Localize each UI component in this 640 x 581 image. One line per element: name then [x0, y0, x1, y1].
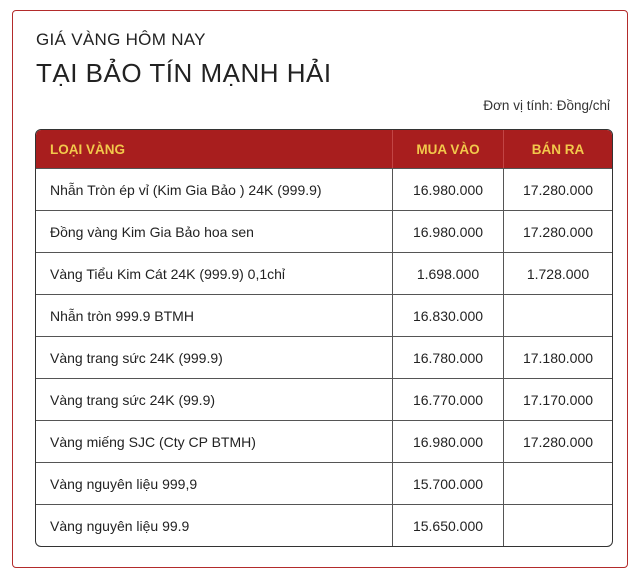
buy-price-cell: 16.830.000 [392, 295, 503, 336]
buy-price-cell: 16.770.000 [392, 379, 503, 420]
table-row [36, 252, 612, 294]
sell-price-cell [503, 295, 612, 336]
buy-price-cell: 1.698.000 [392, 253, 503, 294]
buy-price-cell: 15.700.000 [392, 463, 503, 504]
buy-price-cell: 16.980.000 [392, 421, 503, 462]
gold-type-cell: Nhẫn tròn 999.9 BTMH [50, 307, 194, 324]
buy-price-cell: 16.980.000 [392, 169, 503, 210]
column-header-type: LOẠI VÀNG [50, 141, 126, 157]
table-row [36, 294, 612, 336]
gold-type-cell: Đồng vàng Kim Gia Bảo hoa sen [50, 223, 254, 240]
table-row [36, 504, 612, 546]
gold-price-table [35, 129, 613, 547]
page-title: TẠI BẢO TÍN MẠNH HẢI [36, 58, 332, 88]
sell-price-cell [503, 505, 612, 546]
gold-type-cell: Nhẫn Tròn ép vỉ (Kim Gia Bảo ) 24K (999.9) [50, 181, 322, 198]
gold-type-cell: Vàng Tiểu Kim Cát 24K (999.9) 0,1chỉ [50, 265, 286, 282]
table-row [36, 420, 612, 462]
sell-price-cell: 1.728.000 [503, 253, 612, 294]
sell-price-cell [503, 463, 612, 504]
table-row [36, 210, 612, 252]
buy-price-cell: 15.650.000 [392, 505, 503, 546]
table-row [36, 336, 612, 378]
sell-price-cell: 17.280.000 [503, 169, 612, 210]
table-header-row [36, 130, 612, 168]
sell-price-cell: 17.170.000 [503, 379, 612, 420]
gold-type-cell: Vàng trang sức 24K (999.9) [50, 349, 223, 366]
gold-type-cell: Vàng nguyên liệu 99.9 [50, 517, 190, 534]
page-kicker: GIÁ VÀNG HÔM NAY [36, 30, 206, 49]
sell-price-cell: 17.280.000 [503, 421, 612, 462]
sell-price-cell: 17.180.000 [503, 337, 612, 378]
table-row [36, 462, 612, 504]
gold-type-cell: Vàng trang sức 24K (99.9) [50, 391, 216, 408]
buy-price-cell: 16.780.000 [392, 337, 503, 378]
column-header-sell: BÁN RA [503, 130, 612, 168]
gold-type-cell: Vàng nguyên liệu 999,9 [50, 475, 198, 492]
buy-price-cell: 16.980.000 [392, 211, 503, 252]
sell-price-cell: 17.280.000 [503, 211, 612, 252]
gold-type-cell: Vàng miếng SJC (Cty CP BTMH) [50, 433, 256, 450]
column-header-buy: MUA VÀO [392, 130, 503, 168]
table-row [36, 168, 612, 210]
unit-note: Đơn vị tính: Đồng/chỉ [483, 98, 610, 113]
table-row [36, 378, 612, 420]
